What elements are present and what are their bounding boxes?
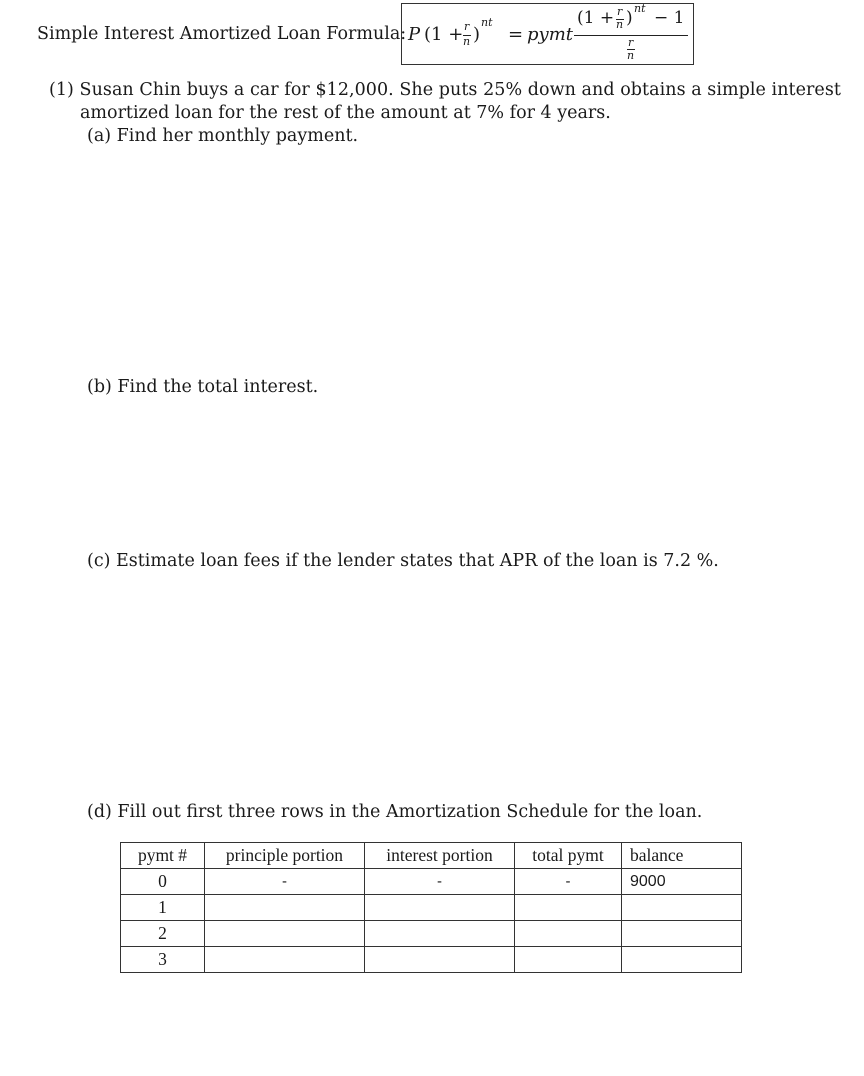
table-row	[121, 947, 742, 973]
formula-pymt: pymt	[527, 24, 573, 45]
formula-num-paren-close: )	[626, 8, 633, 28]
formula-num-exp: nt	[634, 2, 646, 15]
cell-interest[interactable]	[365, 921, 515, 947]
cell-total-pymt[interactable]	[515, 895, 622, 921]
cell-total-pymt[interactable]	[515, 921, 622, 947]
formula-box	[401, 3, 694, 65]
amortization-schedule-table	[120, 842, 742, 973]
cell-total-pymt: -	[515, 869, 622, 895]
cell-pymt-number: 2	[121, 921, 205, 947]
part-c-question: (c) Estimate loan fees if the lender states that APR of the loan is 7.2 %.	[87, 551, 719, 571]
table-row	[121, 921, 742, 947]
part-b-question: (b) Find the total interest.	[87, 377, 319, 397]
part-b-answer-space[interactable]	[87, 403, 807, 543]
formula-p: P	[408, 24, 421, 45]
part-a-question: (a) Find her monthly payment.	[87, 126, 359, 146]
formula-lhs-paren-close: )	[473, 24, 481, 45]
formula-num-n: n	[616, 18, 624, 31]
formula-num-paren: (1 +	[577, 8, 615, 28]
part-c-answer-space[interactable]	[87, 577, 807, 792]
problem-intro-line2: amortized loan for the rest of the amount at 7% for 4 years.	[80, 103, 611, 123]
cell-pymt-number: 3	[121, 947, 205, 973]
formula-label: Simple Interest Amortized Loan Formula:	[37, 24, 407, 44]
header-total-pymt: total pymt	[515, 843, 622, 869]
header-balance: balance	[622, 843, 742, 869]
cell-principle[interactable]	[205, 921, 365, 947]
formula-lhs-r: r	[464, 20, 470, 33]
cell-interest: -	[365, 869, 515, 895]
formula-num-r: r	[617, 5, 623, 18]
formula-lhs-paren: (1 +	[424, 24, 464, 45]
cell-principle[interactable]	[205, 895, 365, 921]
problem-intro-line1: (1) Susan Chin buys a car for $12,000. She puts 25% down and obtains a simple interest	[49, 80, 841, 100]
cell-principle: -	[205, 869, 365, 895]
cell-balance[interactable]	[622, 921, 742, 947]
cell-balance[interactable]	[622, 895, 742, 921]
part-d-question: (d) Fill out first three rows in the Amortization Schedule for the loan.	[87, 802, 703, 822]
formula-den-r: r	[628, 36, 634, 49]
formula-num-minus-one: − 1	[654, 8, 685, 28]
table-row	[121, 869, 742, 895]
cell-interest[interactable]	[365, 895, 515, 921]
header-interest-portion: interest portion	[365, 843, 515, 869]
part-a-answer-space[interactable]	[87, 152, 807, 367]
table-row	[121, 895, 742, 921]
table-header-row	[121, 843, 742, 869]
cell-pymt-number: 1	[121, 895, 205, 921]
formula-lhs-n: n	[463, 35, 471, 48]
cell-balance: 9000	[622, 869, 742, 895]
cell-interest[interactable]	[365, 947, 515, 973]
formula-den-n: n	[627, 49, 635, 62]
formula-equals: =	[508, 24, 524, 45]
cell-total-pymt[interactable]	[515, 947, 622, 973]
cell-principle[interactable]	[205, 947, 365, 973]
formula-lhs-exp: nt	[481, 16, 493, 29]
cell-balance[interactable]	[622, 947, 742, 973]
header-principle-portion: principle portion	[205, 843, 365, 869]
header-pymt-number: pymt #	[121, 843, 205, 869]
cell-pymt-number: 0	[121, 869, 205, 895]
